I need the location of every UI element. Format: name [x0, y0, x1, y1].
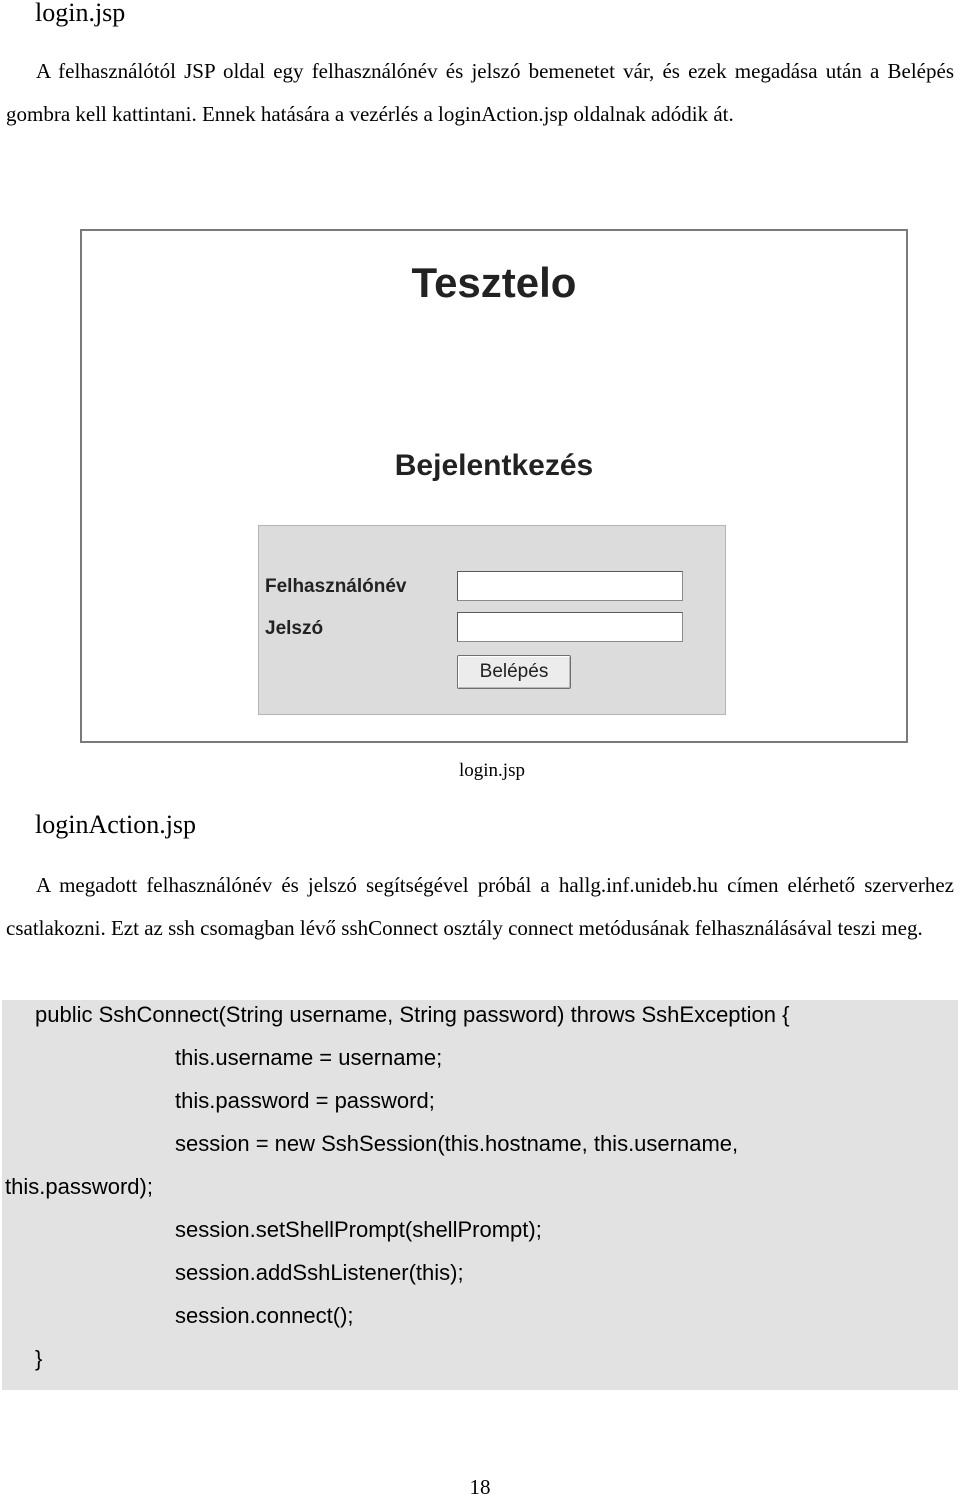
form-title: Bejelentkezés [394, 449, 594, 482]
login-screenshot [80, 229, 908, 743]
page-number: 18 [469, 1475, 491, 1499]
section-heading-loginaction: loginAction.jsp [35, 810, 197, 839]
code-line: session.addSshListener(this); [175, 1260, 464, 1285]
app-title: Tesztelo [411, 259, 577, 306]
code-block [2, 1000, 958, 1390]
figure-caption: login.jsp [459, 760, 525, 781]
code-line: public SshConnect(String username, String password) throws SshException { [35, 1002, 790, 1027]
action-paragraph: A megadott felhasználónév és jelszó segítségével próbál a hallg.inf.unideb.hu címen elérhető szerverhez csatlakozni. Ezt az ssh csomagban lévő sshConnect osztály connect metódusának felhasználásával teszi meg. [6, 873, 954, 940]
password-label: Jelszó [265, 618, 324, 639]
section-heading-login: login.jsp [35, 0, 126, 27]
login-button[interactable]: Belépés [457, 655, 571, 689]
code-line: this.username = username; [175, 1045, 443, 1070]
login-form-panel [258, 525, 726, 715]
code-line: session = new SshSession(this.hostname, this.username, [175, 1131, 739, 1156]
code-line: this.password); [5, 1174, 153, 1199]
code-line: this.password = password; [175, 1088, 435, 1113]
login-paragraph: A felhasználótól JSP oldal egy felhasználónév és jelszó bemenetet vár, és ezek megadása után a Belépés gombra kell kattintani. Ennek hatására a vezérlés a loginAction.jsp oldalnak adódik át. [6, 59, 954, 126]
password-field[interactable] [457, 612, 683, 642]
username-label: Felhasználónév [265, 576, 407, 597]
code-line: session.connect(); [175, 1303, 354, 1328]
username-field[interactable] [457, 571, 683, 601]
code-line: } [35, 1346, 43, 1371]
code-line: session.setShellPrompt(shellPrompt); [175, 1217, 542, 1242]
